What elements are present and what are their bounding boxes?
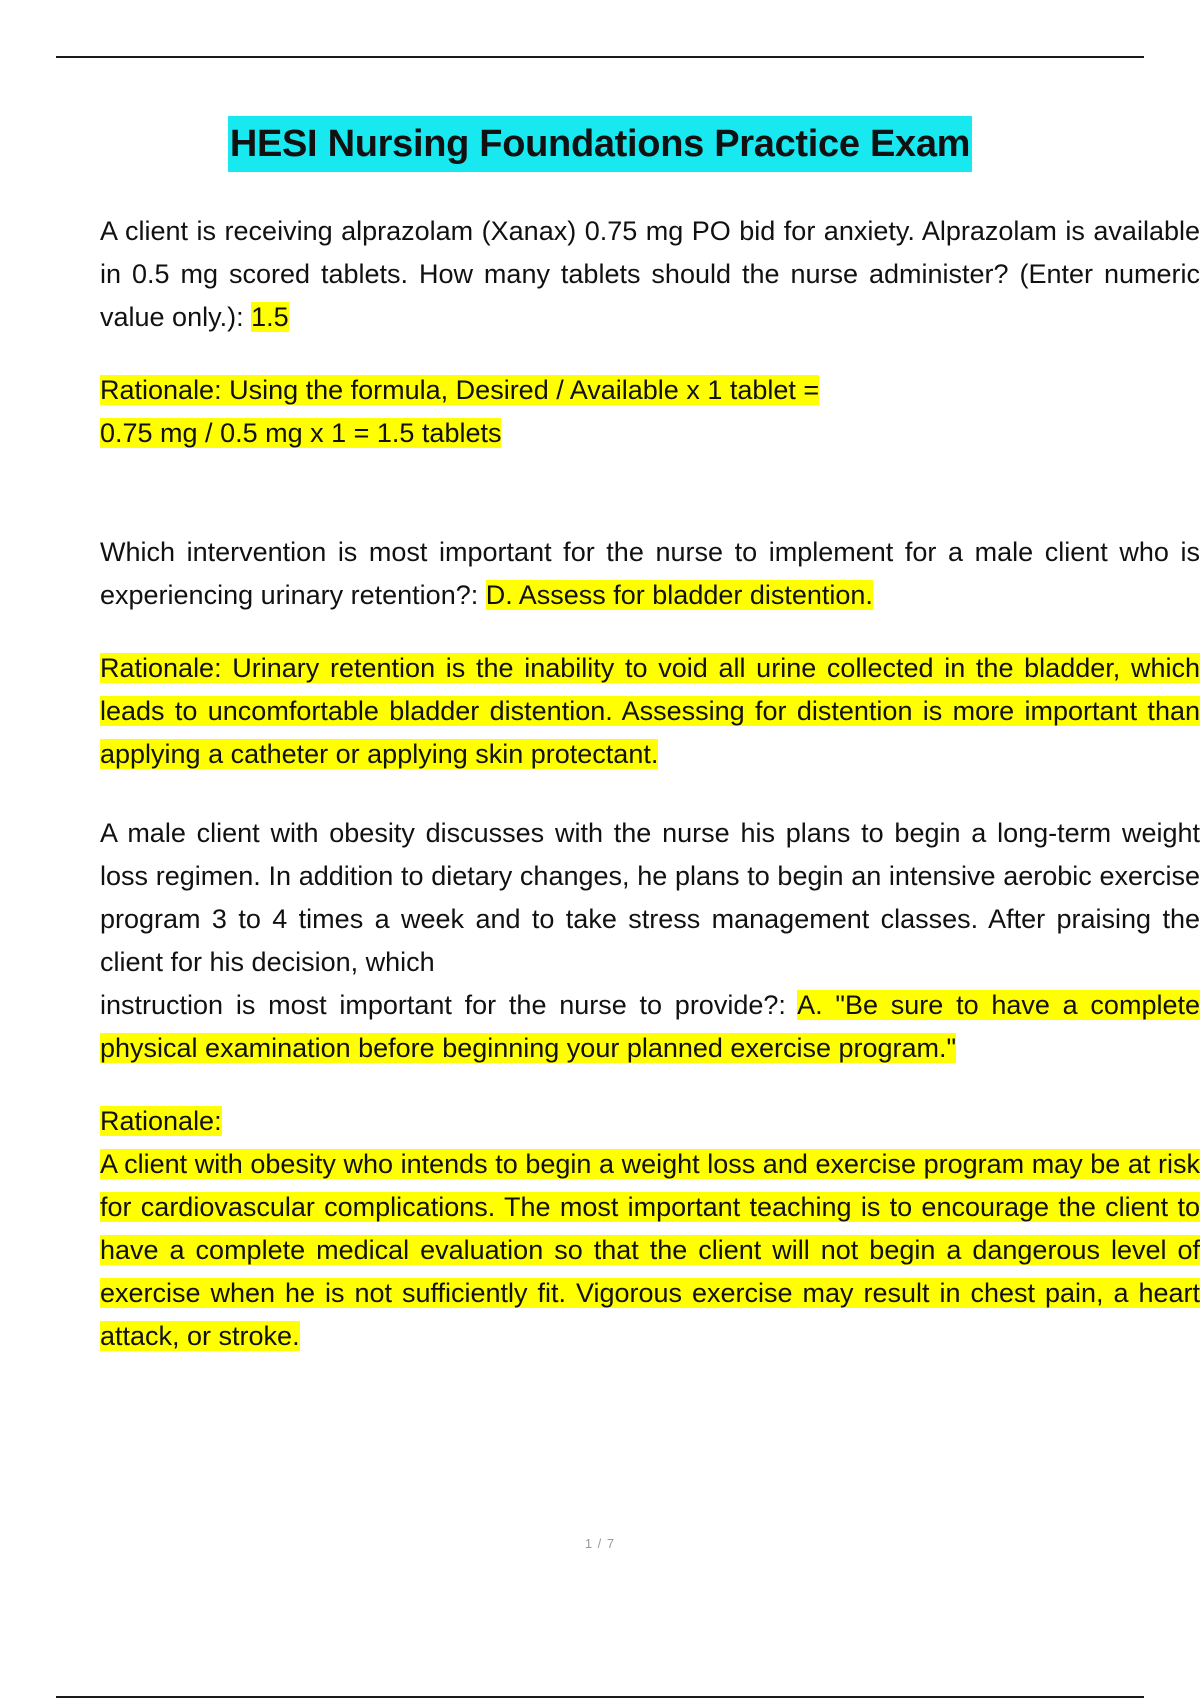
rationale-3-label-line [100,1100,1200,1143]
title-container [0,116,1200,172]
question-2 [100,531,1200,617]
document-title: HESI Nursing Foundations Practice Exam [228,116,972,172]
top-rule [56,56,1144,58]
document-body [100,210,1200,1358]
rationale-3-label: Rationale: [100,1106,222,1136]
question-2-text: Which intervention is most important for the nurse to implement for a male client who is experiencing urinary retention?: [100,537,1200,610]
question-1-text: A client is receiving alprazolam (Xanax) 0.75 mg PO bid for anxiety. Alprazolam is available in 0.5 mg scored tablets. How many tablets should the nurse administer? (Enter numeric value only.): [100,216,1200,332]
question-2-answer: D. Assess for bladder distention. [485,580,873,610]
question-3-text: A male client with obesity discusses with the nurse his plans to begin a long-term weight loss regimen. In addition to dietary changes, he plans to begin an intensive aerobic exercise program 3 to 4 times a week and to take stress management classes. After praising the client for his decision, which [100,818,1200,977]
question-1 [100,210,1200,339]
page-number: 1 / 7 [584,1536,616,1551]
rationale-3-text: A client with obesity who intends to begin a weight loss and exercise program may be at risk for cardiovascular complications. The most important teaching is to encourage the client to have a complete medical evaluation so that the client will not begin a dangerous level of exercise when he is not sufficiently fit. Vigorous exercise may result in chest pain, a heart attack, or stroke. [100,1149,1200,1351]
rationale-1 [100,369,1200,455]
question-3-answer: A. "Be sure to have a complete physical examination before beginning your planned exercise program." [100,990,1200,1063]
question-3-text-cont: instruction is most important for the nurse to provide?: [100,990,798,1020]
question-3 [100,812,1200,984]
bottom-rule [56,1696,1144,1698]
rationale-1-line-2: 0.75 mg / 0.5 mg x 1 = 1.5 tablets [100,418,502,448]
question-3-continued [100,984,1200,1070]
rationale-2-text: Rationale: Urinary retention is the inability to void all urine collected in the bladder, which leads to uncomfortable bladder distention. Assessing for distention is more important than applying a catheter or applying skin protectant. [100,653,1200,769]
question-1-answer: 1.5 [251,302,289,332]
rationale-3 [100,1143,1200,1358]
rationale-2 [100,647,1200,776]
rationale-1-line-1: Rationale: Using the formula, Desired / Available x 1 tablet = [100,375,820,405]
